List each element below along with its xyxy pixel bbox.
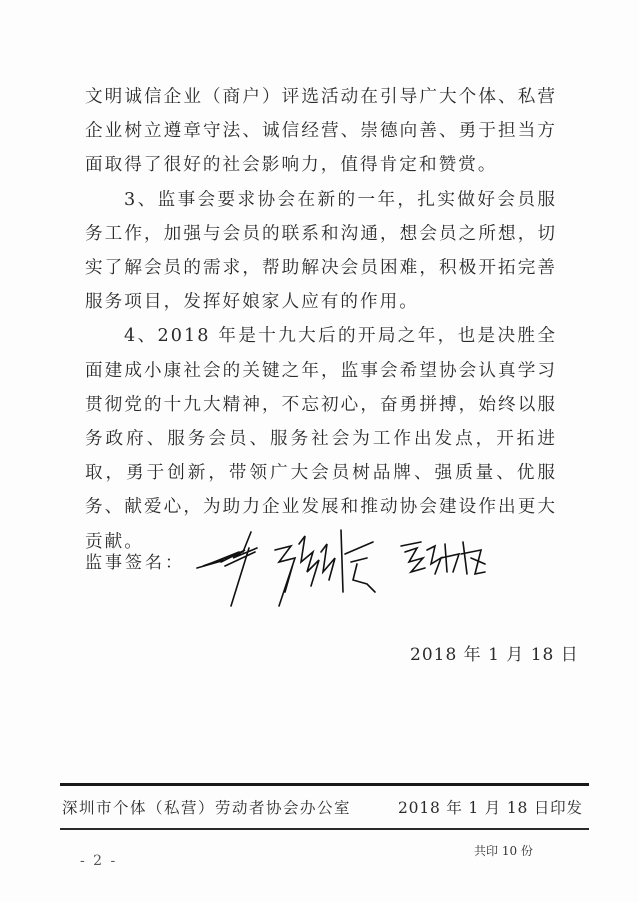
paragraph-item-4: 4、2018 年是十九大后的开局之年，也是决胜全面建成小康社会的关键之年，监事会希望协会认真学习贯彻党的十九大精神，不忘初心，奋勇拼搏，始终以服务政府、服务会员、服务社会为工作出发点，开拓进取，勇于创新，带领广大会员树品牌、强质量、优服务、献爱心，为助力企业发展和推动协会建设作出更大贡献。: [85, 326, 557, 552]
signature-label: 监事签名：: [85, 553, 185, 573]
page-number: - 2 -: [80, 853, 118, 869]
issue-date: 2018 年 1 月 18 日印发: [398, 799, 583, 817]
paragraph-item-3: 3、监事会要求协会在新的一年，扎实做好会员服务工作，加强与会员的联系和沟通，想会员之所想，切实了解会员的需求，帮助解决会员困难，积极开拓完善服务项目，发挥好娘家人应有的作用。: [85, 189, 557, 313]
copies-count: 共印 10 份: [474, 844, 533, 858]
footer-divider-top: [60, 783, 589, 786]
document-body: [85, 80, 557, 559]
signature-2-icon: [275, 530, 375, 606]
signature-row: [85, 540, 565, 620]
signature-date: 2018 年 1 月 18 日: [410, 645, 579, 665]
signature-3-icon: [401, 542, 485, 574]
handwritten-signatures: [195, 522, 545, 632]
paragraph-continuation: 文明诚信企业（商户）评选活动在引导广大个体、私营企业树立遵章守法、诚信经营、崇德向善、勇于担当方面取得了很好的社会影响力，值得肯定和赞赏。: [85, 87, 557, 176]
signature-1-icon: [197, 532, 257, 606]
issuer-name: 深圳市个体（私营）劳动者协会办公室: [62, 799, 352, 817]
footer-divider-bottom: [60, 828, 589, 830]
